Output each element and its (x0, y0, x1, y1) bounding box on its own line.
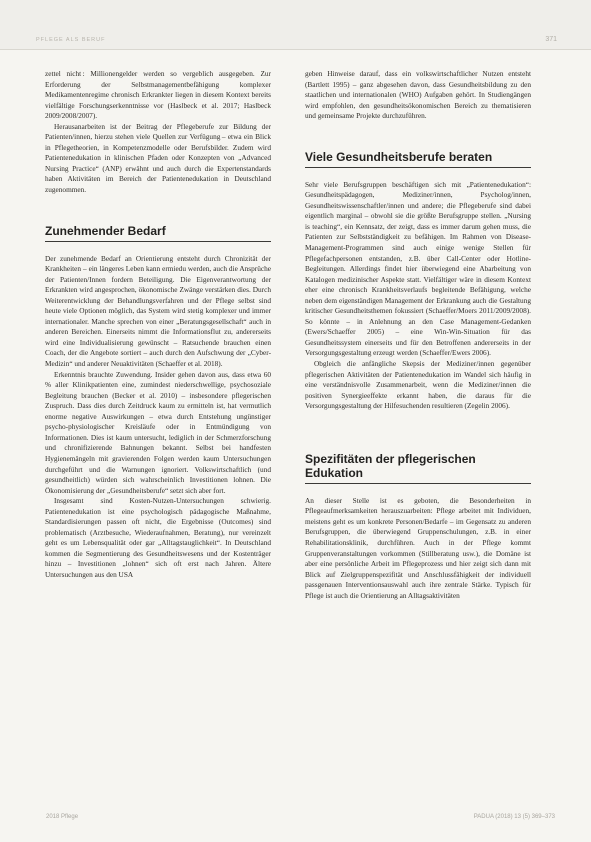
section-heading: Spezifitäten der pflegerischen Edukation (305, 452, 531, 484)
paragraph: zettel nicht : Millionengelder werden so vergeblich ausgegeben. Zur Erforderung der Selbstmanagementbefähigung komplexer Medikamentenregime chronisch Erkrankter liegen in diesem Kontext bereits vielfältige Forschungserkenntnisse vor (Haslbeck et al. 2017; Haslbeck 2009/2008/2007). (45, 69, 271, 121)
section-heading: Viele Gesundheitsberufe beraten (305, 150, 531, 168)
section-heading: Zunehmender Bedarf (45, 224, 271, 242)
paragraph: geben Hinweise darauf, dass ein volkswirtschaftlicher Nutzen entsteht (Bartlett 1995) – ganz abgesehen davon, dass Gesundheitsbildung zu den staatlichen und internationalen (WHO) Aufgaben gehört. In Studiengängen wird empfohlen, den gesundheitsökonomischen Bereich zu thematisieren und gemeinsame Projekte durchzuführen. (305, 69, 531, 121)
left-column (45, 69, 271, 581)
footer-citation: PADUA (2018) 13 (5) 369–373 (473, 814, 555, 820)
paragraph: Insgesamt sind Kosten-Nutzen-Untersuchungen schwierig. Patientenedukation ist eine psychologisch pädagogische Maßnahme, Standardisierungen passen oft nicht, die Ergebnisse (Outcomes) sind problematisch (Arztbesuche, Wiederaufnahmen, Beratung), nur vereinzelt geht es um Lebensqualität oder gar „Alltagstauglichkeit“. In Deutschland kommen die Segmentierung des Gesundheitswesens und der Kostenträger hinzu – Investitionen „lohnen“ sich oft erst nach Jahren. Ältere Untersuchungen aus den USA (45, 496, 271, 579)
right-column (305, 69, 531, 601)
paragraph: Erkenntnis brauchte Zuwendung. Insider gehen davon aus, dass etwa 60 % aller Klinikpatienten eine, zumindest niederschwellige, psychosoziale Begleitung brauchen (Becker et al. 2010) – insbesondere pflegerischen Zuspruch. Dass dies durch Zeitdruck kaum zu ermitteln ist, hat vermutlich enorme negative Auswirkungen – etwa durch Entstehung ungünstiger psycho-physiologischer Kreisläufe oder in Entmündigung von Informationen. Dies ist kaum untersucht, lediglich in der Schmerzforschung und chronifizierende Bahnungen bekannt. Selbst bei handfesten Hygienemängeln mit gravierenden Folgen werden kaum Untersuchungen durchgeführt und die Warnungen ignoriert. Volkswirtschaftlich (und gesundheitlich) würden sich wahrscheinlich Investitionen lohnen. Die Ökonomisierung der „Gesundheitsberufe“ setzt sich aber fort. (45, 369, 271, 495)
running-head: PFLEGE ALS BERUF (36, 37, 106, 43)
page-number: 371 (545, 36, 557, 43)
paragraph: Der zunehmende Bedarf an Orientierung entsteht durch Chronizität der Krankheiten – ein längeres Leben kann ermiedu werden, auch die Ansprüche der Patienten/Innen fordern Beteiligung. Die Eigenverantwortung der Erkrankten wird angesprochen, ökonomische Zwänge verstärken dies. Durch Weiterentwicklung der Behandlungsverfahren und der Pflege selbst sind heute viele Optionen möglich, das System wird stetig komplexer und immer internationaler. Manche sprechen von einer „Beratungsgesellschaft“ auch in anderen Bereichen. Einerseits nimmt die Informationsflut zu, andererseits wird eine Individualisierung gewünscht – Ratsuchende brauchen einen Coach, der die Angebote sortiert – auch durch den Aufschwung der „Cyber-Medizin“ und anderer Neuaktivitäten (Schaeffer et al. 2018). (45, 253, 271, 369)
paragraph: Sehr viele Berufsgruppen beschäftigen sich mit „Patientenedukation“: Gesundheitspädagogen, Mediziner/innen, Psycholog/innen, Gesundheitswissenschaftler/innen und andere; die Pflegeberufe sind dabei eigentlich marginal – obwohl sie die größte Berufsgruppe stellen. „Nursing is teaching“, ein Kennsatz, der zeigt, dass es immer darum gehen muss, die Patienten zur Selbstständigkeit zu befähigen. Im Rahmen von Disease-Management-Programmen sind auch einige wenige Stellen für Pflegefachpersonen entstanden, z.B. über Call-Center oder Hotline-Begleitungen. Allerdings findet hier überwiegend eine Abarbeitung von Katalogen medizinischer Aspekte statt. Vielfältiger wäre in diesem Kontext eher eine chronisch Krankheitsverlaufs begleitende Befähigung, welche neben dem eigenständigen Management der Erkrankung auch die Gestaltung kritischer Gesundheitsthemen fokussiert (Schaeffer/Moers 2011/2009/2008). So könnte – in Anlehnung an den Case Management-Gedanken (Ewers/Schaeffer 2005) – eine Win-Win-Situation für das Gesundheitssystem einerseits und für den Betroffenen andererseits in der Versorgungsgestaltung erzeugt werden (Schaeffer/Ewers 2006). (305, 179, 531, 358)
paragraph: Herausanarbeiten ist der Beitrag der Pflegeberufe zur Bildung der Patienten/innen, hierzu stehen viele Quellen zur Verfügung – etwa ein Blick in Pflegetheorien, in Kompetenzmodelle oder Berufsbilder. Zudem wird Patientenedukation in klinischen Pfaden oder Konzepten von „Advanced Nursing Practice“ (ANP) erwähnt und auch durch die Expertenstandards haben Aktivitäten im Bereich der Patientenedukation in Deutschland zugenommen. (45, 121, 271, 195)
footer-publisher: 2018 Pflege (46, 814, 79, 820)
paragraph: An dieser Stelle ist es geboten, die Besonderheiten in Pflegeaufmerksamkeiten herauszuarbeiten: Pflege arbeitet mit Individuen, meistens geht es um konkrete Personen/Bedarfe – im Gegensatz zu anderen Berufsgruppen, die überwiegend Gruppenschulungen, z.B. in einer Rehabilitationsklinik, durchführen. Auch in der Pflege kommt Gruppenveranstaltungen vorkommen (Stillberatung usw.), die Domäne ist aber eine persönliche Arbeit im Pflegeprozess und hier zeigt sich dann mit Blick auf Zielgruppenspezifität und Anschlussfähigkeit der individuell passgenauen Interventionsauswahl auch ihre zentrale Stärke. Typisch für Pflege ist auch die Orientierung an Alltagsaktivitäten (305, 495, 531, 600)
paragraph: Obgleich die anfängliche Skepsis der Mediziner/innen gegenüber pflegerischen Aktivitäten der Patientenedukation im Wandel sich häufig in eine verständnisvolle Zusammenarbeit, wenn die Mediziner/innen die positiven Synergieeffekte erkannt haben, die daraus für die Versorgungsgestaltung der Hilfesuchenden resultieren (Zegelin 2006). (305, 359, 531, 411)
